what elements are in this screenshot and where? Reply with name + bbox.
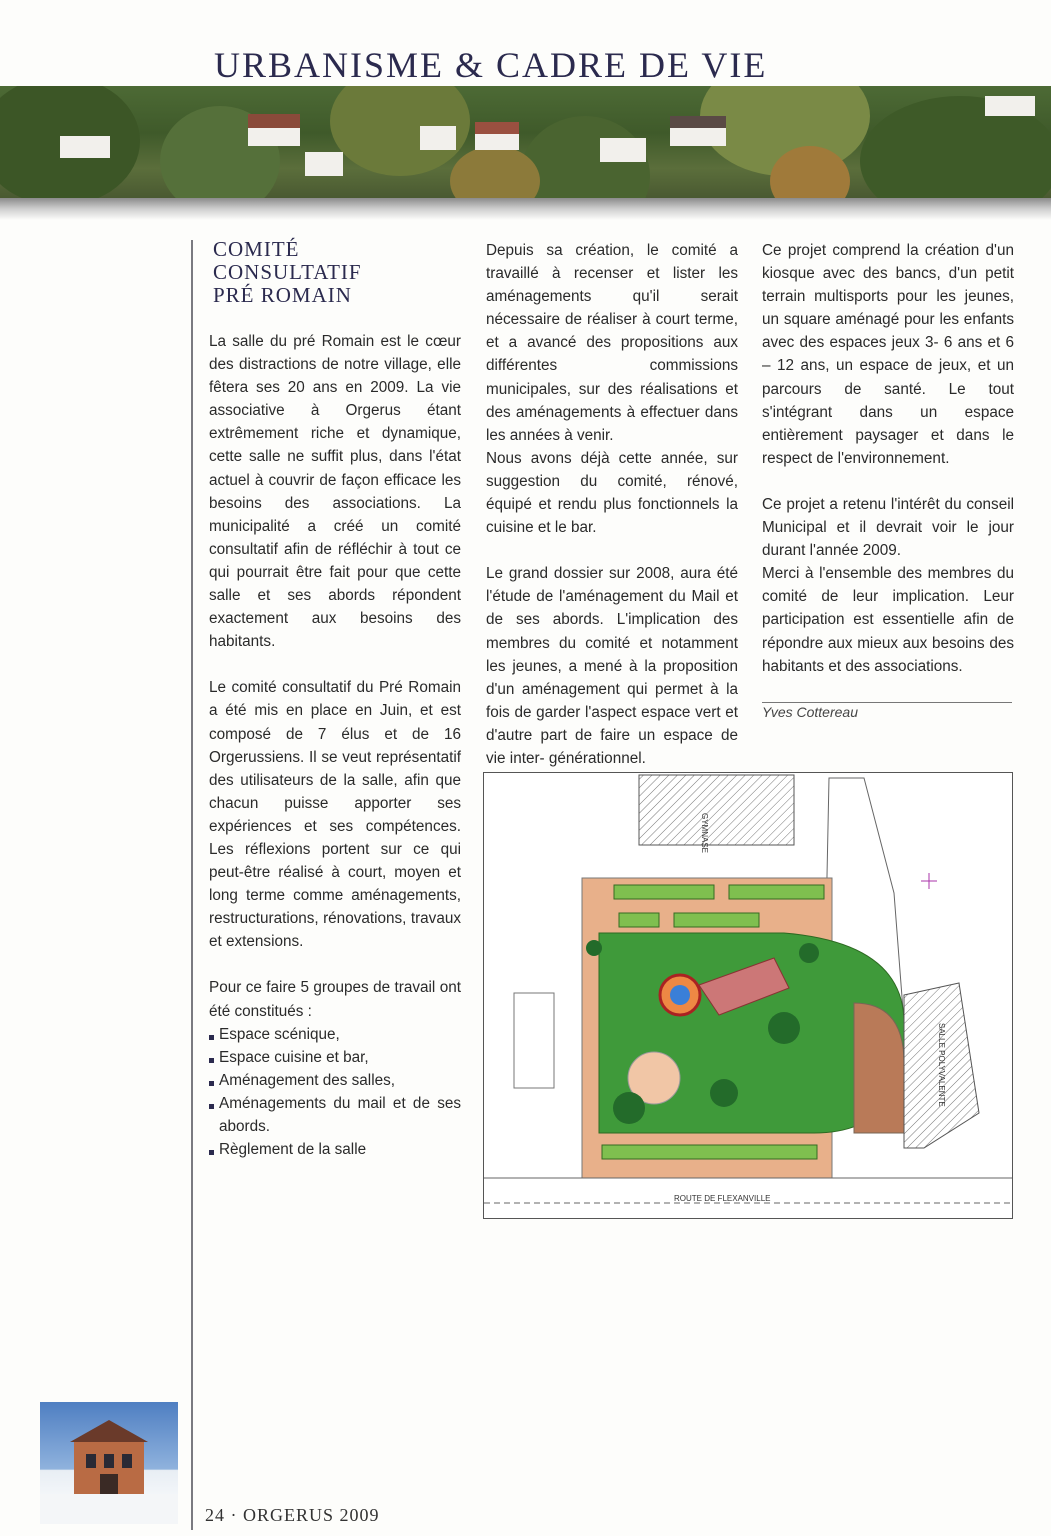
paragraph: Depuis sa création, le comité a travaillé à recenser et lister les aménagements qu'il serait nécessaire de réaliser à court terme, et a avancé des propositions aux différentes commissions municipales, sur des réalisations et des aménagements à effectuer dans les années à venir. — [486, 242, 738, 444]
paragraph: Ce projet comprend la création d'un kiosque avec des bancs, d'un petit terrain multisports pour les jeunes, un square aménagé pour les enfants avec des espaces jeux 3- 6 ans et 6 – 12 ans, un espace de jeux, et un parcours de santé. Le tout s'intégrant dans un espace entièrement paysager et dans le respect de l'environnement. — [762, 242, 1014, 467]
page-footer: 24 · ORGERUS 2009 — [205, 1505, 380, 1525]
article-title-line-1: COMITÉ — [213, 237, 300, 261]
article-column-3 — [762, 239, 1014, 678]
article-title — [213, 238, 362, 307]
signature-rule — [762, 702, 1012, 703]
list-item: Règlement de la salle — [209, 1138, 461, 1161]
list-item: Espace cuisine et bar, — [209, 1046, 461, 1069]
paragraph: Nous avons déjà cette année, sur suggestion du comité, rénové, équipé et rendu plus fonctionnels la cuisine et le bar. — [486, 449, 738, 537]
list-item: Espace scénique, — [209, 1023, 461, 1046]
paragraph: La salle du pré Romain est le cœur des distractions de notre village, elle fêtera ses 20 ans en 2009. La vie associative à Orgerus étant extrêmement riche et dynamique, cette salle ne suffit plus, dans l'état actuel à couvrir de façon efficace les besoins des associations. La municipalité a créé un comité consultatif afin de réfléchir à tout ce qui pourrait être fait pour que cette salle et ses abords répondent exactement aux besoins des habitants. — [209, 333, 461, 651]
aerial-village-banner-photo — [0, 86, 1051, 204]
list-item: Aménagements du mail et de ses abords. — [209, 1092, 461, 1138]
banner-shadow — [0, 198, 1051, 220]
article-title-line-3: PRÉ ROMAIN — [213, 283, 352, 307]
work-groups-list — [209, 1023, 461, 1162]
column-divider-rule — [191, 240, 193, 1530]
gymnase-building — [639, 775, 794, 845]
article-column-2 — [486, 239, 738, 770]
paragraph: Le comité consultatif du Pré Romain a été mis en place en Juin, et est composé de 7 élus et de 16 Orgerussiens. Il se veut représentatif des utilisateurs de la salle, afin que chacun puisse apporter ses expériences et ses compétences. Les réflexions portent sur ce qui peut-être réalisé à court, moyen et long terme comme aménagements, restructurations, rénovations, travaux et extensions. — [209, 679, 461, 951]
paragraph: Ce projet a retenu l'intérêt du conseil Municipal et il devrait voir le jour durant l'année 2009. — [762, 495, 1014, 560]
article-column-1 — [209, 330, 461, 1161]
town-hall-thumbnail-photo — [40, 1402, 178, 1524]
salle-polyvalente-label: SALLE POLYVALENTE — [937, 1023, 946, 1107]
paragraph: Le grand dossier sur 2008, aura été l'étude de l'aménagement du Mail et de ses abords. L'implication des membres du comité et notamment les jeunes, a mené à la proposition d'un aménagement qui permet à la fois de garder l'aspect espace vert et d'autre part de faire un espace de vie inter- générationnel. — [486, 565, 738, 767]
gymnase-label: GYMNASE — [700, 813, 709, 854]
author-signature: Yves Cottereau — [762, 704, 858, 720]
site-plan-drawing — [484, 773, 1012, 1218]
route-label: ROUTE DE FLEXANVILLE — [674, 1194, 771, 1203]
paragraph: Pour ce faire 5 groupes de travail ont été constitués : — [209, 979, 461, 1020]
landscape-plan-figure — [483, 772, 1013, 1219]
list-item: Aménagement des salles, — [209, 1069, 461, 1092]
paragraph: Merci à l'ensemble des membres du comité de leur implication. Leur participation est essentielle afin de répondre aux mieux aux besoins des habitants et des associations. — [762, 565, 1014, 675]
article-title-line-2: CONSULTATIF — [213, 260, 362, 284]
page-header-title: URBANISME & CADRE DE VIE — [214, 45, 768, 85]
